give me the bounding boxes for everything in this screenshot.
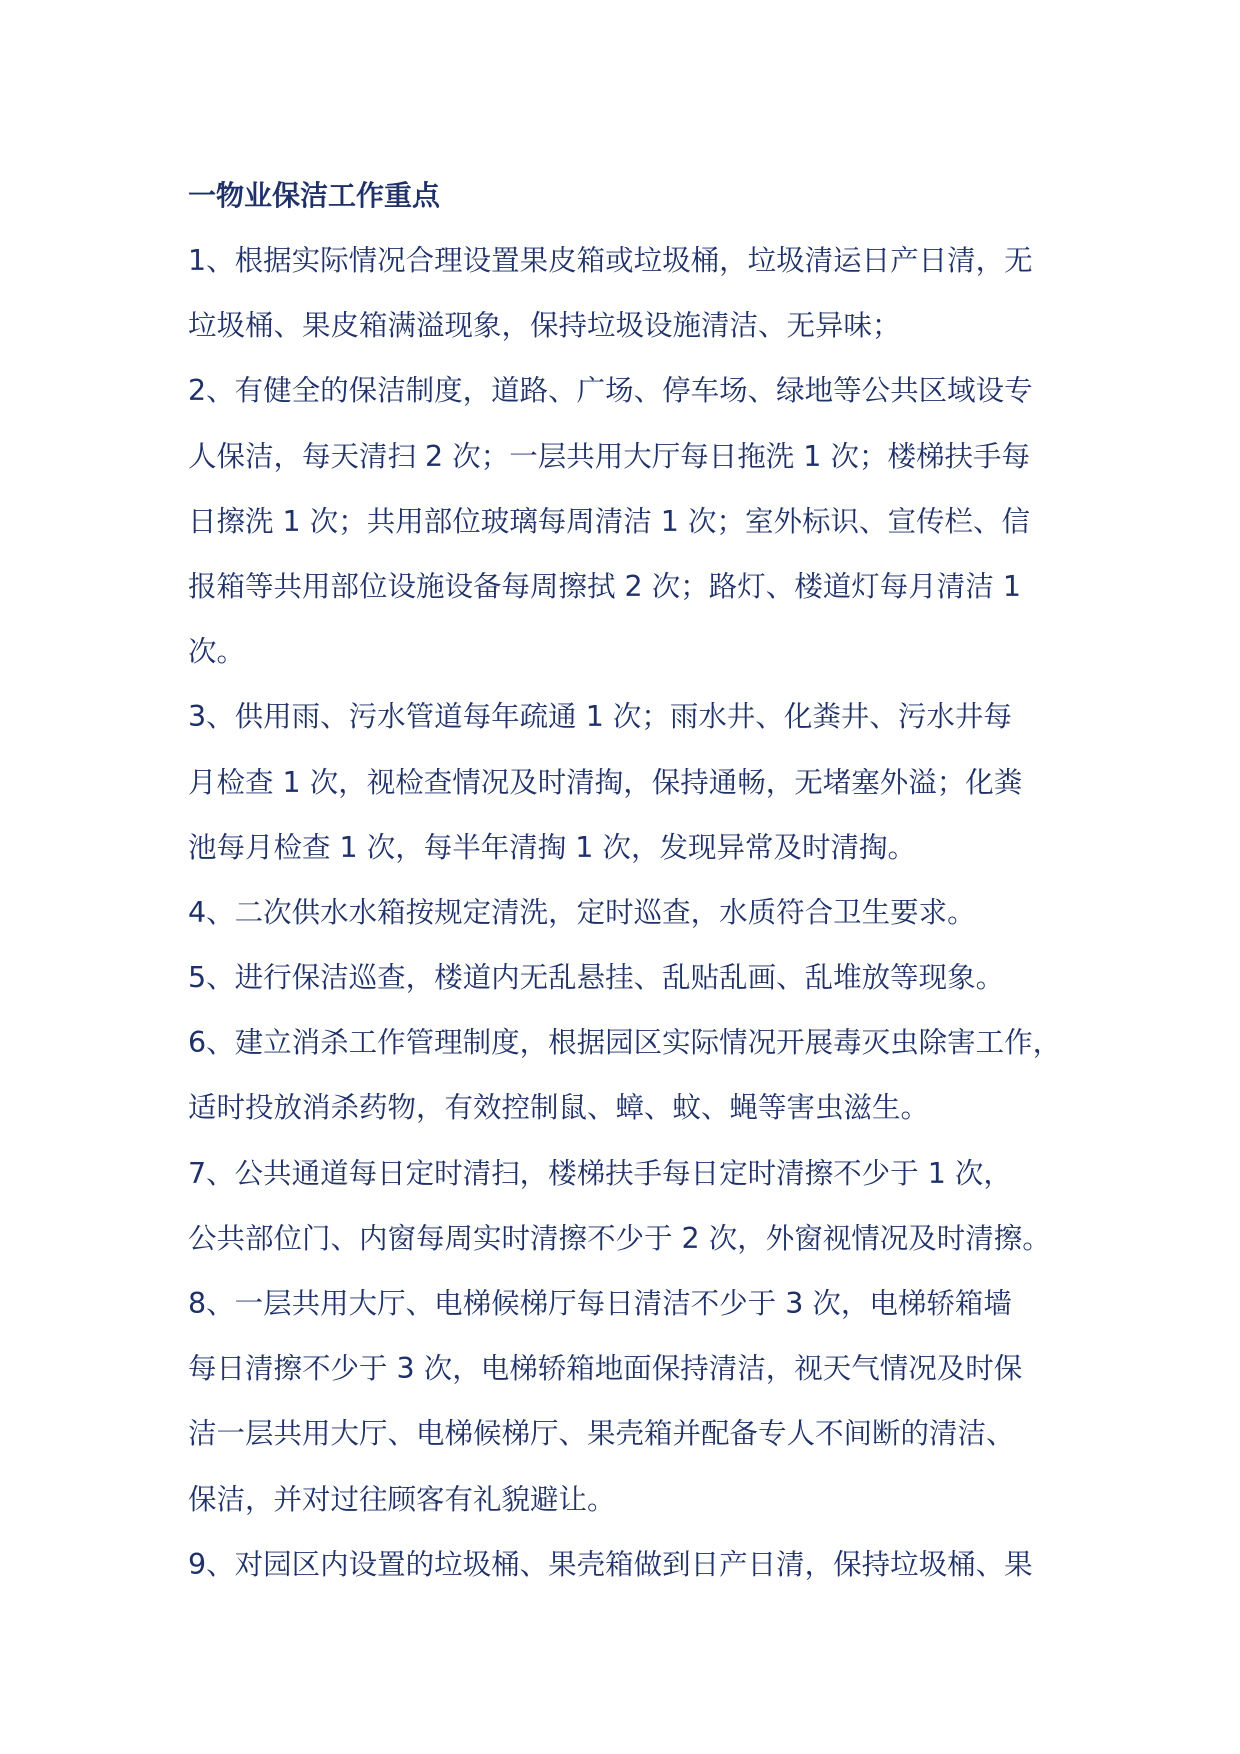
paragraph-line: 洁一层共用大厅、电梯候梯厅、果壳箱并配备专人不间断的清洁、 [188,1417,1015,1451]
paragraph-line: 6、建立消杀工作管理制度，根据园区实际情况开展毒灭虫除害工作， [188,1026,1062,1060]
paragraph-line: 垃圾桶、果皮箱满溢现象，保持垃圾设施清洁、无异味； [188,309,901,343]
paragraph-5 [188,945,1068,1010]
paragraph-line: 9、对园区内设置的垃圾桶、果壳箱做到日产日清，保持垃圾桶、果 [188,1547,1033,1581]
paragraph-line: 5、进行保洁巡查，楼道内无乱悬挂、乱贴乱画、乱堆放等现象。 [188,961,1005,995]
paragraph-line: 适时投放消杀药物，有效控制鼠、蟑、蚊、蝇等害虫滋生。 [188,1091,930,1125]
paragraph-line: 每日清擦不少于 3 次，电梯轿箱地面保持清洁，视天气情况及时保 [188,1352,1023,1386]
paragraph-line: 日擦洗 1 次；共用部位玻璃每周清洁 1 次；室外标识、宣传栏、信 [188,504,1031,538]
paragraph-line: 报箱等共用部位设施设备每周擦拭 2 次；路灯、楼道灯每月清洁 1 [188,569,1021,603]
paragraph-line: 池每月检查 1 次，每半年清掏 1 次，发现异常及时清掏。 [188,830,917,864]
paragraph-line: 3、供用雨、污水管道每年疏通 1 次；雨水井、化粪井、污水井每 [188,700,1012,734]
paragraph-9 [188,1532,1068,1597]
paragraph-4 [188,880,1068,945]
paragraph-6 [188,1010,1068,1140]
paragraph-7 [188,1141,1068,1271]
paragraph-line: 2、有健全的保洁制度，道路、广场、停车场、绿地等公共区域设专 [188,374,1033,408]
paragraph-line: 4、二次供水水箱按规定清洗，定时巡查，水质符合卫生要求。 [188,895,976,929]
document-body [188,164,1068,1597]
paragraph-line: 次。 [188,635,246,669]
paragraph-line: 保洁，并对过往顾客有礼貌避让。 [188,1482,616,1516]
paragraph-3 [188,684,1068,880]
paragraph-line: 7、公共通道每日定时清扫，楼梯扶手每日定时清擦不少于 1 次， [188,1156,1012,1190]
paragraph-2 [188,358,1068,684]
paragraph-line: 8、一层共用大厅、电梯候梯厅每日清洁不少于 3 次，电梯轿箱墙 [188,1287,1012,1320]
paragraph-line: 公共部位门、内窗每周实时清擦不少于 2 次，外窗视情况及时清擦。 [188,1221,1051,1255]
paragraph-line: 月检查 1 次，视检查情况及时清掏，保持通畅，无堵塞外溢；化粪 [188,765,1023,799]
document-title: 一物业保洁工作重点 [188,179,441,212]
paragraph-line: 1、根据实际情况合理设置果皮箱或垃圾桶，垃圾清运日产日清，无 [188,244,1033,277]
paragraph-8 [188,1271,1068,1532]
paragraph-line: 人保洁，每天清扫 2 次；一层共用大厅每日拖洗 1 次；楼梯扶手每 [188,439,1031,473]
paragraph-1 [188,228,1068,358]
